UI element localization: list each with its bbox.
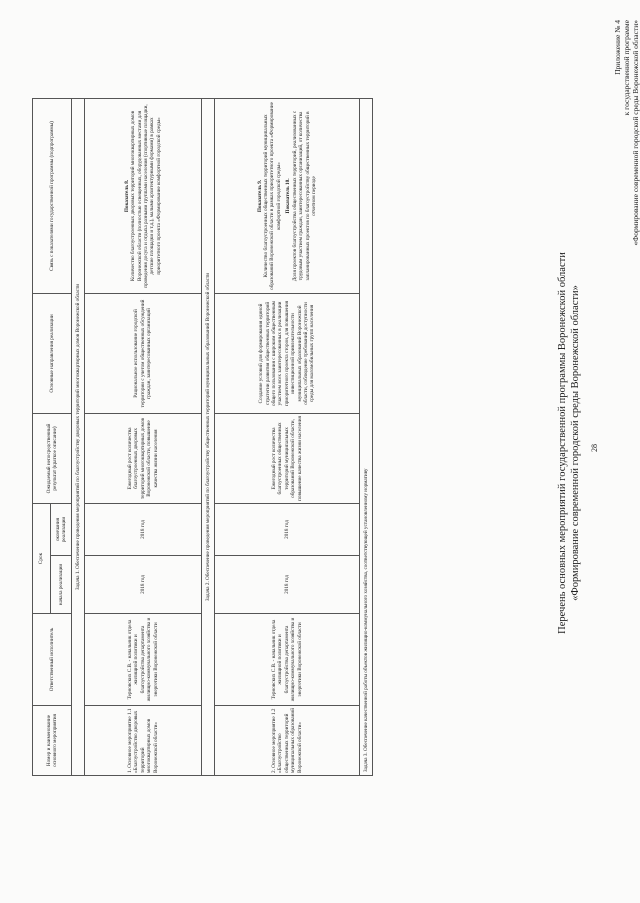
document-title-line-2: «Формирование современной городской среды Воронежской области» [569,285,581,601]
appendix-number: Приложение № 4 [613,20,622,75]
indicator-10-text: Доля проектов благоустройства общественных территорий, реализованных с трудовым участием граждан, заинтересованных организаций, от количества запланированных проектов по благоустройству общественных территорий в отчетном периоде [291,110,317,282]
header-indicators-link: Связь с показателями государственной программы (подпрограммы) [33,98,72,293]
row1-measure-name: 1. Основное мероприятие 1.1 «Благоустройство дворовых территорий многоквартирных домов Воронежской области» [85,706,202,776]
row2-measure-name: 2. Основное мероприятие 1.2 «Благоустройство общественных территорий муниципальных образований Воронежской области» [215,706,360,776]
indicator-8-text: Количество благоустроенных дворовых территорий многоквартирных домов Воронежской области (полностью освещенных, оборудованных местами для проведения досуга и отдыха разными группами населения (спортивные площадки, детские площадки и т.д.), малыми архитектурными формами) в рамках приоритетного проекта «Формирование комфортной городской среды» [130,104,162,288]
row1-start: 2018 год [85,556,202,614]
row2-executor: Терновских С.В. - начальник отдела жилищной политики и благоустройства департамента жилищно-коммунального хозяйства и энергетики Воронежской области [215,614,360,706]
header-term: Срок [33,503,51,613]
header-measure-name: Номер и наименование основного мероприятия [33,706,72,776]
measures-table [32,98,373,776]
document-title [557,133,582,753]
appendix-program-name: «Формирование современной городской среды Воронежской области» [631,20,640,246]
indicator-8-title: Показатель 8. [123,179,130,213]
indicator-9-text: Количество благоустроенных общественных территорий муниципальных образований Воронежской области в рамках приоритетного проекта «Формирование комфортной городской среды» [263,102,282,290]
appendix-to-program: к государственной программе [622,20,631,116]
row1-result: Ежегодный рост количества благоустроенных дворовых территорий многоквартирных домов Воронежской области, повышение качества жизни населения [85,413,202,503]
document-title-line-1: Перечень основных мероприятий государственной программы Воронежской области [557,252,568,634]
row1-indicators [85,98,202,293]
header-expected-result: Ожидаемый непосредственный результат (краткое описание) [33,413,72,503]
header-end: окончания реализации [50,503,71,555]
row1-executor: Терновских С.В. - начальник отдела жилищной политики и благоустройства департамента жилищно-коммунального хозяйства и энергетики Воронежской области [85,614,202,706]
row2-end: 2018 год [215,503,360,555]
row1-end: 2018 год [85,503,202,555]
task-1-row: Задача 1. Обеспечение проведения мероприятий по благоустройству дворовых территорий многоквартирных домов Воронежской области [72,98,85,775]
row2-indicators [215,98,360,293]
row2-start: 2018 год [215,556,360,614]
header-executor: Ответственный исполнитель [33,614,72,706]
indicator-10-title: Показатель 10. [285,178,292,214]
indicator-9-title: Показатель 9. [256,179,263,213]
header-start: начала реализации [50,556,71,614]
row2-directions: Создание условий для формирования единой стратегии развития общественных территорий общего пользования с широким общественным участием всех заинтересованных в реализации приоритетного проекта сторон, для повышения инвестиционной привлекательности муниципальных образований Воронежской области, соблюдение требований доступности среды для маломобильных групп населения [215,293,360,413]
task-2-row: Задача 2. Обеспечение проведения мероприятий по благоустройству общественных территорий муниципальных образований Воронежской области [202,98,215,775]
header-main-directions: Основные направления реализации [33,293,72,413]
task-3-row: Задача 3. Обеспечение качественной работы объектов жилищно-коммунального хозяйства, соответствующей установленному нормативу [360,98,373,775]
row2-result: Ежегодный рост количества благоустроенных общественных территорий муниципальных образований Воронежской области, повышение качества жизни населения [215,413,360,503]
row1-directions: Рациональное использование городской территории с учетом общественных обсуждений граждан, заинтересованных организаций [85,293,202,413]
page-number: 28 [590,444,599,452]
